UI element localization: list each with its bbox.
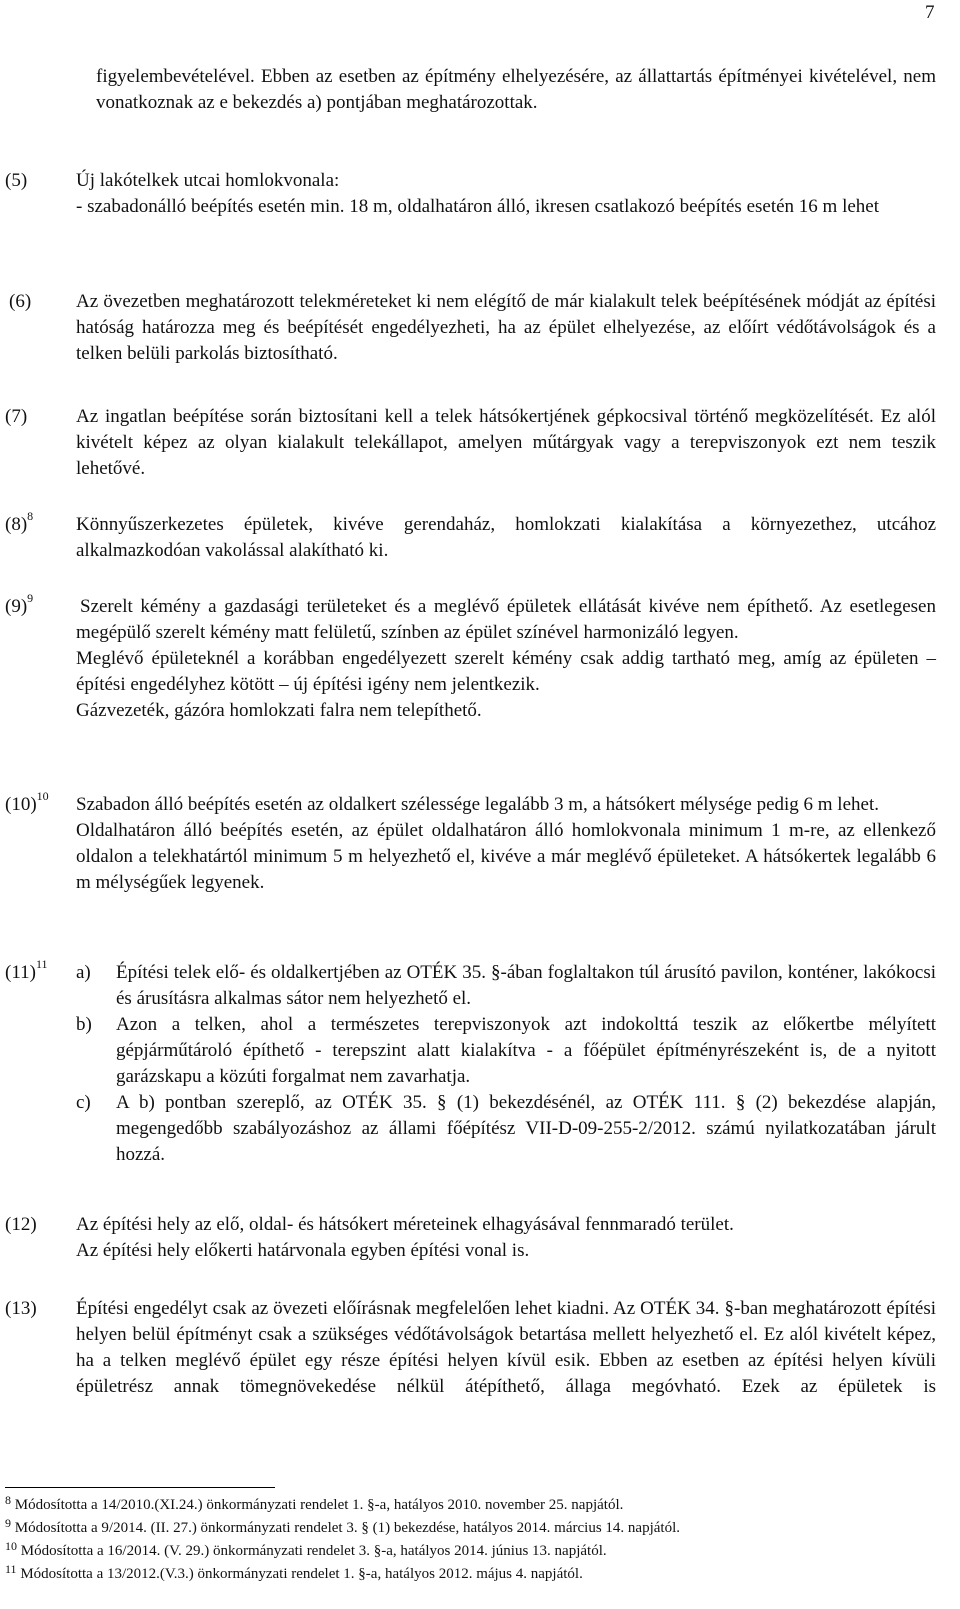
paragraph-8-label-wrap — [5, 509, 34, 538]
paragraph-10-label: (10) — [5, 794, 37, 815]
footnote-ref-10[interactable]: 10 — [36, 789, 49, 803]
footnote-9 — [5, 1516, 680, 1537]
footnote-10 — [5, 1539, 607, 1560]
paragraph-10-line: Szabadon álló beépítés esetén az oldalkert szélessége legalább 3 m, a hátsókert mélysége pedig 6 m lehet. — [76, 794, 879, 815]
paragraph-10-line: Oldalhatáron álló beépítés esetén, az épület oldalhatáron álló homlokvonala minimum 1 m-re, az ellenkező oldalon a telekhatártól minimum 5 m helyezhető el, kivéve a már meglévő épületeket. A hátsókertek legalább 6 m mélységűek legyenek. — [76, 820, 936, 893]
paragraph-5-line: Új lakótelkek utcai homlokvonala: — [76, 170, 340, 191]
paragraph-13-text — [76, 1296, 936, 1400]
list-item-text: A b) pontban szereplő, az OTÉK 35. § (1) bekezdésénél, az OTÉK 111. § (2) bekezdése alapján, megengedőbb szabályozáshoz az állami főépítész VII-D-09-255-2/2012. számú nyilatkozatában járult hozzá. — [116, 1092, 936, 1165]
footnote-text: Módosította a 14/2010.(XI.24.) önkormányzati rendelet 1. §-a, hatályos 2010. november 25. napjától. — [14, 1497, 624, 1513]
list-item — [76, 960, 936, 1012]
footnote-8 — [5, 1493, 624, 1514]
paragraph-8-text — [76, 512, 936, 564]
paragraph-5-text — [76, 168, 936, 220]
paragraph-12-line: Az építési hely előkerti határvonala egyben építési vonal is. — [76, 1240, 530, 1261]
list-item-text: Azon a telken, ahol a természetes terepviszonyok azt indokolttá teszik az előkertbe mélyített gépjárműtároló építhető - terepszint alatt kialakítva - a főépület építményrészeként is, de a nyitott garázskapu a közúti forgalmat nem zavarhatja. — [116, 1014, 936, 1087]
paragraph-5-label: (5) — [5, 170, 28, 191]
paragraph-12-label: (12) — [5, 1214, 37, 1235]
footnote-text: Módosította a 16/2014. (V. 29.) önkormányzati rendelet 3. §-a, hatályos 2014. június 13. napjától. — [20, 1543, 607, 1559]
paragraph-7-line: Az ingatlan beépítése során biztosítani kell a telek hátsókertjének gépkocsival történő megközelítését. Ez alól kivételt képez az olyan kialakult telekállapot, amelyen műtárgyak vagy a terepviszonyok ezt nem teszik lehetővé. — [76, 406, 936, 479]
footnote-text: Módosította a 9/2014. (II. 27.) önkormányzati rendelet 3. § (1) bekezdése, hatályos 2014. március 14. napjától. — [14, 1520, 680, 1536]
page-number: 7 — [925, 2, 935, 23]
paragraph-6-text — [76, 289, 936, 367]
paragraph-7-label: (7) — [5, 406, 28, 427]
footnote-text: Módosította a 13/2012.(V.3.) önkormányzati rendelet 1. §-a, hatályos 2012. május 4. napjától. — [20, 1566, 583, 1582]
footnote-separator — [5, 1487, 275, 1488]
footnote-ref-8[interactable]: 8 — [27, 509, 34, 523]
paragraph-9-line: Gázvezeték, gázóra homlokzati falra nem telepíthető. — [76, 700, 482, 721]
footnote-11 — [5, 1562, 583, 1583]
list-item — [76, 1012, 936, 1090]
paragraph-10-text — [76, 792, 936, 896]
paragraph-8-label: (8) — [5, 514, 28, 535]
paragraph-9-label-wrap — [5, 591, 34, 620]
paragraph-11-label: (11) — [5, 962, 36, 983]
paragraph-6-line: Az övezetben meghatározott telekméreteket ki nem elégítő de már kialakult telek beépítésének módját az építési hatóság határozza meg és beépítését engedélyezheti, ha az épület elhelyezése, az előírt védőtávolságok és a telken belüli parkolás biztosítható. — [76, 291, 936, 364]
paragraph-6-label: (6) — [9, 291, 32, 312]
list-item-letter: b) — [76, 1014, 92, 1035]
paragraph-11-list — [76, 960, 936, 1168]
paragraph-12-text — [76, 1212, 936, 1264]
paragraph-7-text — [76, 404, 936, 482]
paragraph-12-line: Az építési hely az elő, oldal- és hátsókert méreteinek elhagyásával fennmaradó terület. — [76, 1214, 734, 1235]
paragraph-10-label-wrap — [5, 789, 49, 818]
list-item — [76, 1090, 936, 1168]
paragraph-13-line: Építési engedélyt csak az övezeti előírásnak megfelelően lehet kiadni. Az OTÉK 34. §-ban meghatározott építési helyen belül építményt csak a szükséges védőtávolságok betartása mellett helyezhető el. Ez alól kivételt képez, ha a telken meglévő épület egy része építési helyen kívül esik. Ebben az esetben az építési helyen kívüli épületrész annak tömegnövekedése nélkül átépíthető, állaga megóvható. Ezek az épületek is — [76, 1298, 936, 1397]
paragraph-5-line: - szabadonálló beépítés esetén min. 18 m, oldalhatáron álló, ikresen csatlakozó beépítés esetén 16 m lehet — [76, 196, 880, 217]
paragraph-9-line: Szerelt kémény a gazdasági területeket és a meglévő épületek ellátását kivéve nem építhető. Az esetlegesen megépülő szerelt kémény matt felületű, színben az épület színével harmonizáló legyen. — [76, 596, 936, 643]
footnote-number: 8 — [5, 1493, 11, 1507]
footnote-number: 9 — [5, 1516, 11, 1530]
paragraph-9-text — [76, 594, 936, 724]
paragraph-13-label: (13) — [5, 1298, 37, 1319]
paragraph-11-label-wrap — [5, 957, 48, 986]
footnote-ref-11[interactable]: 11 — [35, 957, 48, 971]
paragraph-9-label: (9) — [5, 596, 28, 617]
intro-text — [96, 64, 936, 116]
paragraph-8-line: Könnyűszerkezetes épületek, kivéve gerendaház, homlokzati kialakítása a környezethez, utcához alkalmazkodóan vakolással alakítható ki. — [76, 514, 936, 561]
list-item-letter: c) — [76, 1092, 91, 1113]
footnote-ref-9[interactable]: 9 — [27, 591, 34, 605]
footnote-number: 10 — [5, 1539, 17, 1553]
intro-line: figyelembevételével. Ebben az esetben az építmény elhelyezésére, az állattartás építményei kivételével, nem vonatkoznak az e bekezdés a) pontjában meghatározottak. — [96, 66, 936, 113]
paragraph-9-line: Meglévő épületeknél a korábban engedélyezett szerelt kémény csak addig tartható meg, amíg az épületen – építési engedélyhez kötött – új építési igény nem jelentkezik. — [76, 648, 936, 695]
list-item-text: Építési telek elő- és oldalkertjében az OTÉK 35. §-ában foglaltakon túl árusító pavilon, konténer, lakókocsi és árusításra alkalmas sátor nem helyezhető el. — [116, 962, 936, 1009]
list-item-letter: a) — [76, 962, 91, 983]
footnote-number: 11 — [5, 1562, 17, 1576]
